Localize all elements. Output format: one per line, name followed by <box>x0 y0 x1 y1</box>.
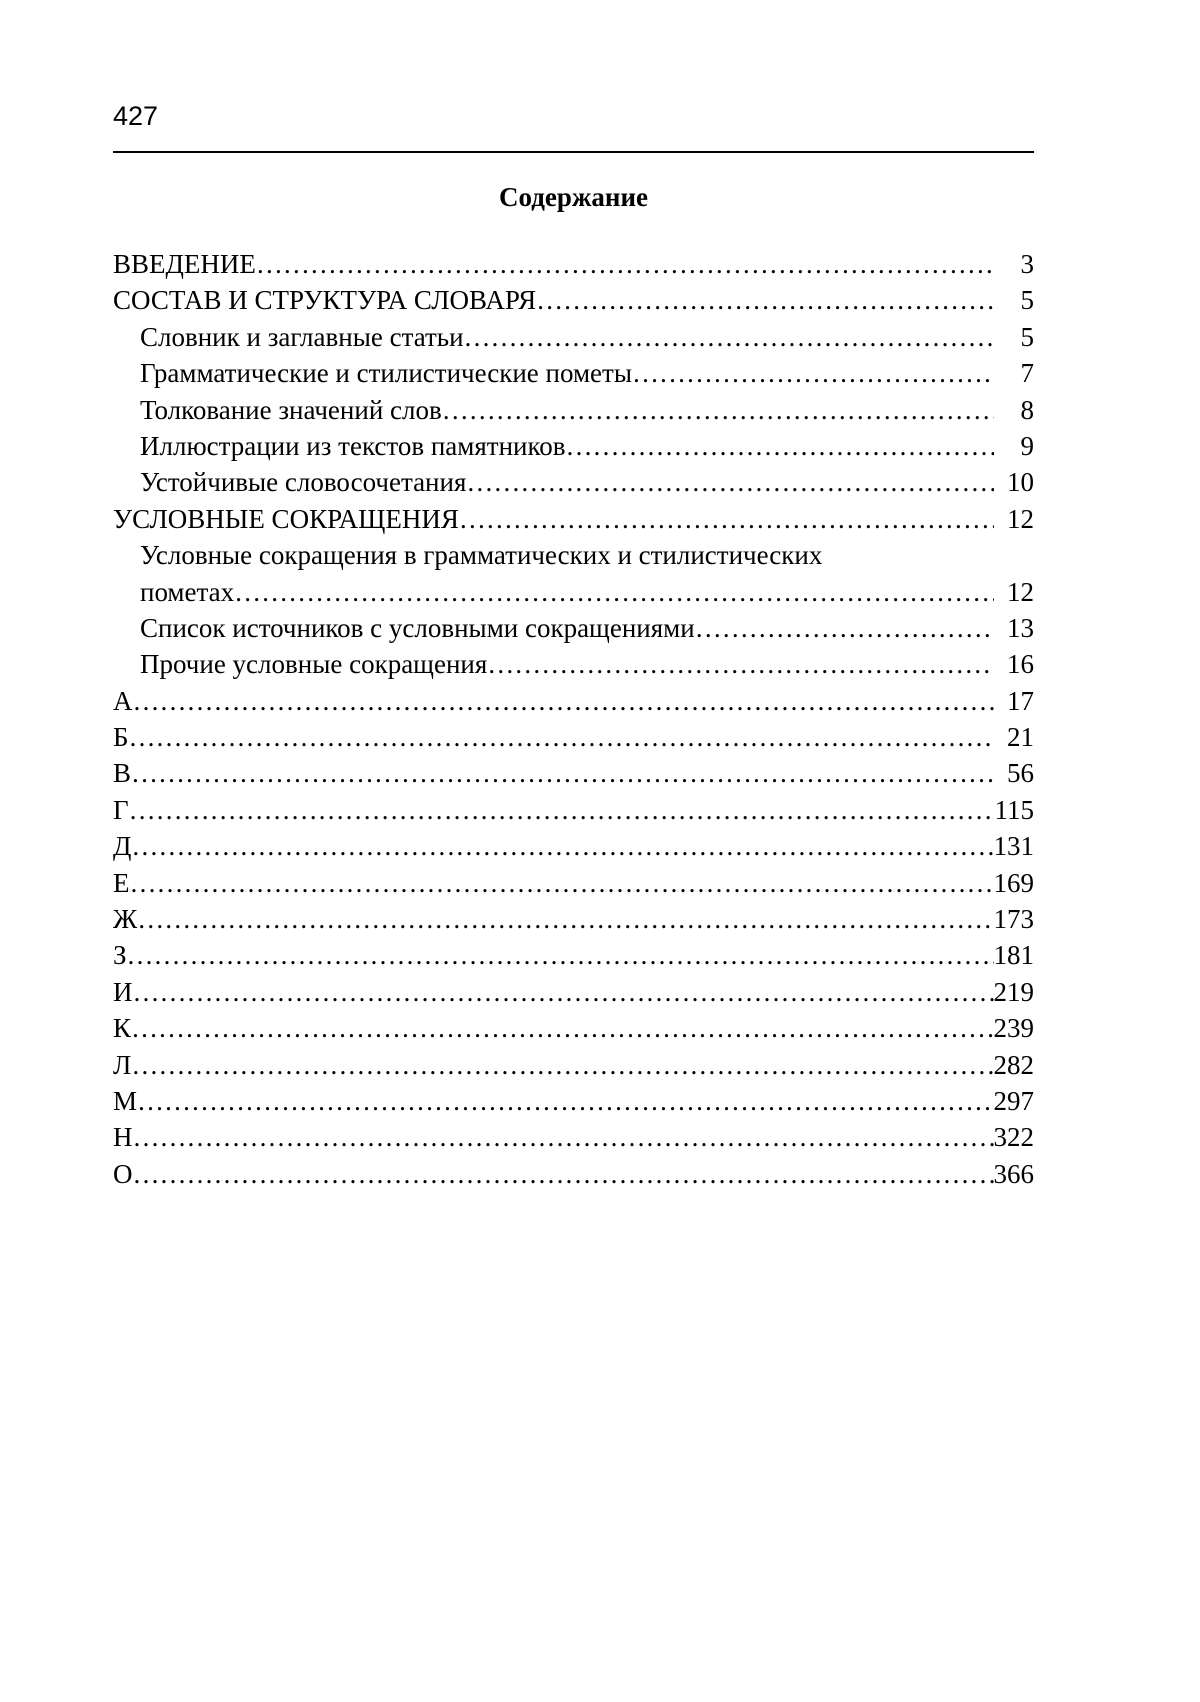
toc-subentry[interactable] <box>113 319 1034 355</box>
toc-entry-page: 21 <box>1007 722 1034 753</box>
dot-leader <box>632 355 994 391</box>
toc-subentry[interactable] <box>113 355 1034 391</box>
toc-entry-page: 10 <box>1007 467 1034 498</box>
toc-entry-page: 16 <box>1007 649 1034 680</box>
dot-leader <box>130 865 994 901</box>
toc-entry-page: 115 <box>994 794 1034 825</box>
toc-entry-abbreviations[interactable] <box>113 501 1034 537</box>
toc-entry-label: Устойчивые словосочетания <box>140 467 467 498</box>
dot-leader <box>129 719 994 755</box>
toc-entry-page: 282 <box>993 1049 1034 1080</box>
toc-entry-label: В <box>113 758 132 789</box>
toc-entry-page: 131 <box>993 831 1034 862</box>
dot-leader <box>464 319 994 355</box>
dot-leader <box>256 246 994 282</box>
toc-entry-label: Л <box>113 1049 132 1080</box>
toc-entry-page: 169 <box>993 867 1034 898</box>
toc-entry-label: З <box>113 940 127 971</box>
toc-entry-label: Список источников с условными сокращениями <box>140 612 695 643</box>
toc-entry-page: 8 <box>1020 394 1034 425</box>
toc-entry-label: ВВЕДЕНИЕ <box>113 249 256 279</box>
dot-leader <box>133 683 995 719</box>
toc-entry-letter[interactable] <box>113 1083 1034 1119</box>
toc-entry-page: 366 <box>993 1158 1034 1189</box>
dot-leader <box>466 464 994 500</box>
toc-entry-page: 173 <box>993 904 1034 935</box>
toc-entry-page: 322 <box>993 1122 1034 1153</box>
toc-entry-label: Д <box>113 831 132 862</box>
dot-leader <box>131 1047 993 1083</box>
toc-entry-page: 219 <box>993 976 1034 1007</box>
dot-leader <box>131 755 994 791</box>
toc-entry-letter[interactable] <box>113 1119 1034 1155</box>
toc-entry-label: Е <box>113 867 130 898</box>
table-of-contents <box>113 246 1034 1192</box>
dot-leader <box>442 392 994 428</box>
toc-subentry[interactable] <box>113 392 1034 428</box>
toc-subentry[interactable] <box>113 610 1034 646</box>
toc-entry-letter[interactable] <box>113 1047 1034 1083</box>
dot-leader <box>133 1156 994 1192</box>
toc-subentry[interactable] <box>113 574 1034 610</box>
toc-subentry[interactable] <box>113 428 1034 464</box>
toc-entry-label: И <box>113 976 133 1007</box>
toc-entry-introduction[interactable] <box>113 246 1034 282</box>
toc-entry-letter[interactable] <box>113 792 1034 828</box>
toc-entry-label: Н <box>113 1122 133 1153</box>
toc-entry-letter[interactable] <box>113 719 1034 755</box>
toc-entry-label-line1: Условные сокращения в грамматических и стилистических <box>140 540 823 571</box>
toc-subentry[interactable] <box>113 464 1034 500</box>
toc-entry-letter[interactable] <box>113 974 1034 1010</box>
toc-entry-page: 13 <box>1007 612 1034 643</box>
dot-leader <box>536 282 994 318</box>
toc-entry-page: 3 <box>1020 249 1034 279</box>
toc-entry-page: 9 <box>1020 430 1034 461</box>
toc-entry-label: УСЛОВНЫЕ СОКРАЩЕНИЯ <box>113 503 459 534</box>
dot-leader <box>127 937 994 973</box>
toc-entry-letter[interactable] <box>113 1156 1034 1192</box>
dot-leader <box>234 574 994 610</box>
toc-entry-label: Толкование значений слов <box>140 394 442 425</box>
toc-entry-letter[interactable] <box>113 865 1034 901</box>
toc-entry-page: 297 <box>993 1085 1034 1116</box>
header-rule <box>113 151 1034 153</box>
toc-entry-page: 181 <box>993 940 1034 971</box>
toc-entry-label: Прочие условные сокращения <box>140 649 488 680</box>
toc-entry-label: Иллюстрации из текстов памятников <box>140 430 566 461</box>
dot-leader <box>695 610 994 646</box>
toc-entry-label: А <box>113 685 133 716</box>
toc-entry-label: СОСТАВ И СТРУКТУРА СЛОВАРЯ <box>113 285 537 316</box>
dot-leader <box>133 974 994 1010</box>
page-number: 427 <box>113 101 159 131</box>
toc-entry-label: Словник и заглавные статьи <box>140 321 464 352</box>
dot-leader <box>137 901 993 937</box>
toc-entry-page: 17 <box>1007 685 1034 716</box>
dot-leader <box>133 1119 994 1155</box>
toc-entry-label: К <box>113 1013 132 1044</box>
toc-entry-label: Ж <box>113 904 138 935</box>
dot-leader <box>129 792 994 828</box>
toc-entry-label: Б <box>113 722 129 753</box>
toc-entry-letter[interactable] <box>113 755 1034 791</box>
dot-leader <box>487 646 994 682</box>
dot-leader <box>131 1010 993 1046</box>
toc-entry-page: 12 <box>1007 503 1034 534</box>
toc-entry-page: 12 <box>1007 576 1034 607</box>
toc-entry-letter[interactable] <box>113 901 1034 937</box>
toc-subentry-first-line[interactable] <box>113 537 1034 573</box>
toc-entry-page: 7 <box>1020 358 1034 389</box>
dot-leader <box>565 428 994 464</box>
toc-entry-page: 56 <box>1007 758 1034 789</box>
toc-entry-label: М <box>113 1085 138 1116</box>
toc-entry-label: Г <box>113 794 129 825</box>
toc-entry-label: пометах <box>140 576 235 607</box>
toc-entry-structure[interactable] <box>113 282 1034 318</box>
page-title: Содержание <box>498 182 649 212</box>
toc-subentry[interactable] <box>113 646 1034 682</box>
toc-entry-page: 5 <box>1020 285 1034 316</box>
dot-leader <box>131 828 993 864</box>
toc-entry-letter[interactable] <box>113 828 1034 864</box>
dot-leader <box>459 501 994 537</box>
toc-entry-page: 239 <box>993 1013 1034 1044</box>
toc-entry-page: 5 <box>1020 321 1034 352</box>
toc-entry-label: Грамматические и стилистические пометы <box>140 358 632 389</box>
dot-leader <box>137 1083 993 1119</box>
toc-entry-letter[interactable] <box>113 683 1034 719</box>
toc-entry-letter[interactable] <box>113 1010 1034 1046</box>
toc-entry-label: О <box>113 1158 133 1189</box>
toc-entry-letter[interactable] <box>113 937 1034 973</box>
